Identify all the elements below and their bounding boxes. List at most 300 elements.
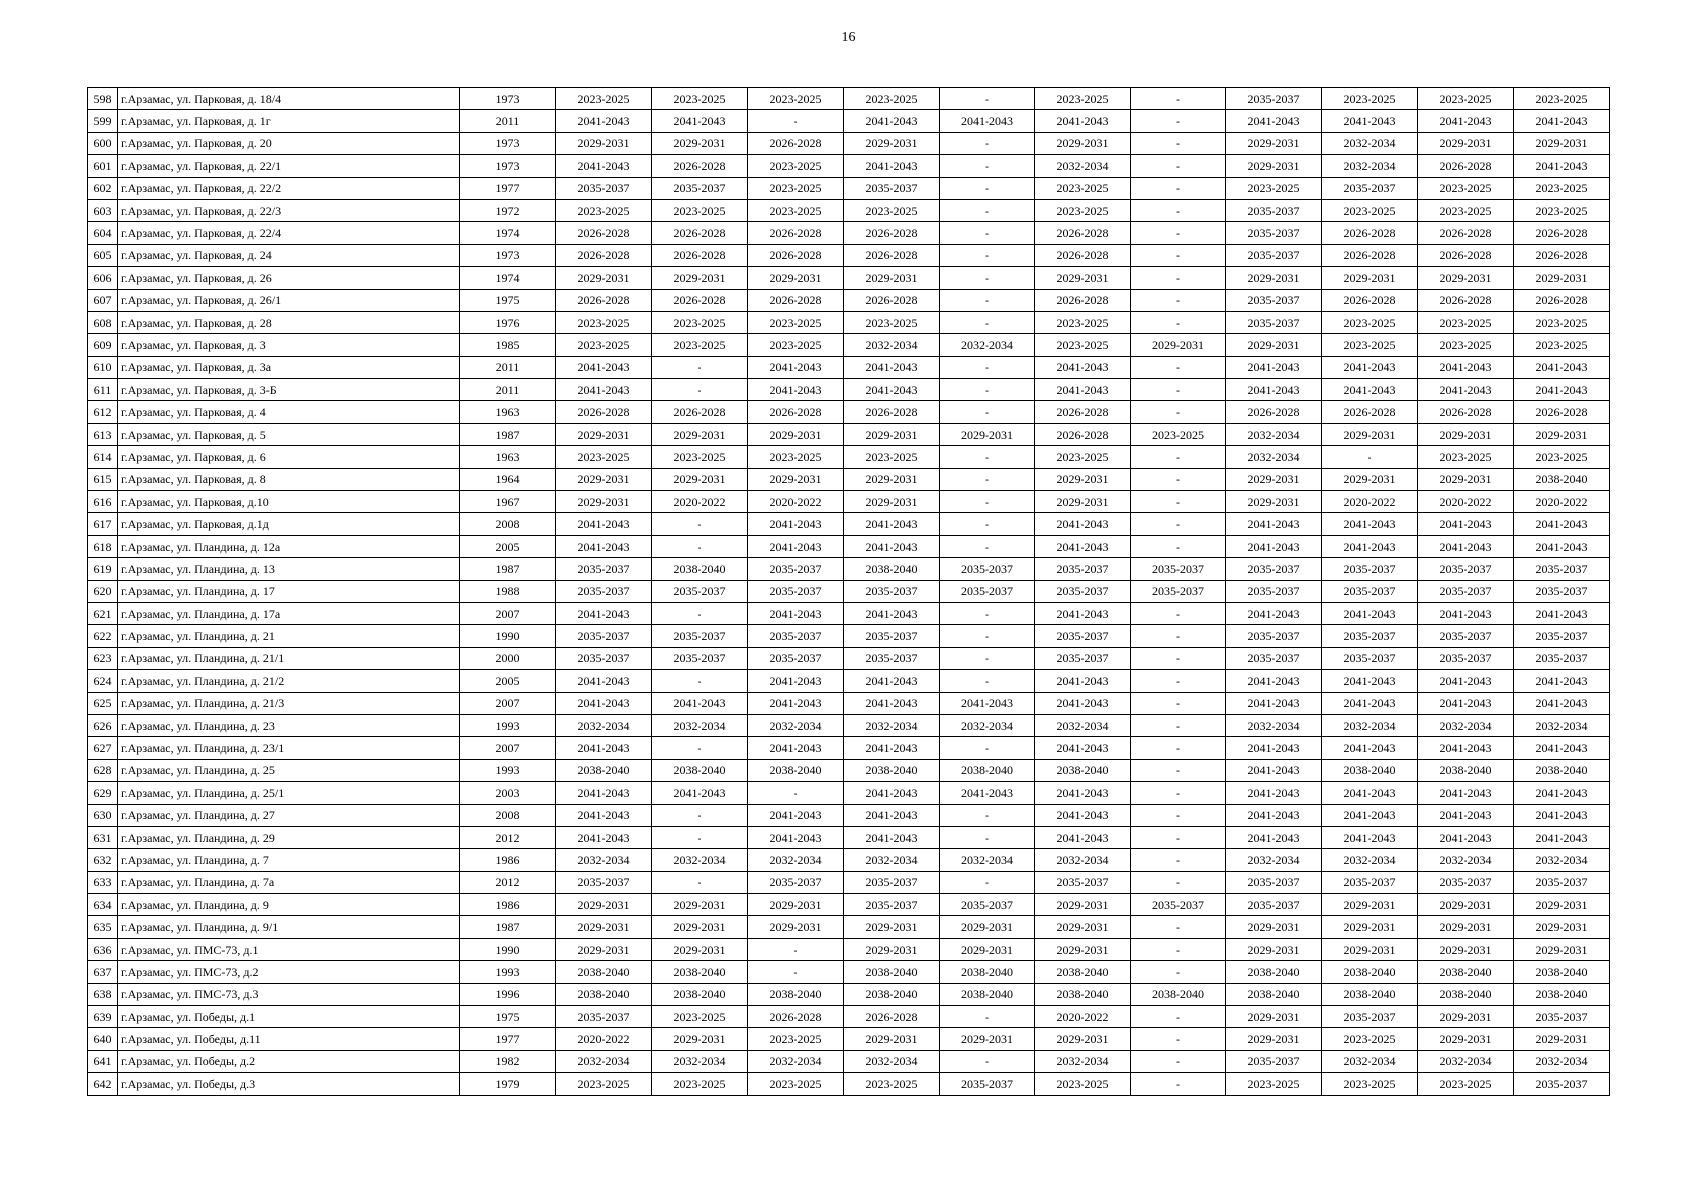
cell-year-built: 2005	[460, 535, 556, 557]
cell-col-9: 2035-2037	[1035, 871, 1131, 893]
table-row	[88, 983, 1610, 1005]
cell-col-8: 2041-2043	[940, 782, 1035, 804]
cell-col-13: 2035-2037	[1418, 625, 1514, 647]
cell-address: г.Арзамас, ул. Парковая, д. 22/3	[118, 199, 460, 221]
cell-row-number: 624	[88, 670, 118, 692]
table-row	[88, 132, 1610, 154]
cell-col-8: -	[940, 1050, 1035, 1072]
cell-address: г.Арзамас, ул. Парковая, д. 8	[118, 468, 460, 490]
cell-col-4: 2035-2037	[556, 625, 652, 647]
cell-col-14: 2041-2043	[1514, 379, 1610, 401]
cell-row-number: 614	[88, 446, 118, 468]
cell-year-built: 2012	[460, 871, 556, 893]
cell-col-9: 2041-2043	[1035, 602, 1131, 624]
cell-col-13: 2029-2031	[1418, 894, 1514, 916]
cell-col-4: 2038-2040	[556, 961, 652, 983]
cell-col-13: 2029-2031	[1418, 267, 1514, 289]
cell-row-number: 607	[88, 289, 118, 311]
cell-col-14: 2041-2043	[1514, 804, 1610, 826]
cell-col-7: 2041-2043	[844, 602, 940, 624]
cell-col-14: 2029-2031	[1514, 423, 1610, 445]
cell-col-12: 2041-2043	[1322, 110, 1418, 132]
cell-col-6: -	[748, 110, 844, 132]
cell-col-7: 2038-2040	[844, 558, 940, 580]
cell-col-14: 2041-2043	[1514, 782, 1610, 804]
cell-col-9: 2041-2043	[1035, 692, 1131, 714]
cell-col-11: 2041-2043	[1226, 379, 1322, 401]
cell-col-11: 2035-2037	[1226, 244, 1322, 266]
table-row	[88, 401, 1610, 423]
cell-col-11: 2035-2037	[1226, 311, 1322, 333]
cell-row-number: 604	[88, 222, 118, 244]
cell-col-14: 2029-2031	[1514, 894, 1610, 916]
cell-col-12: 2032-2034	[1322, 714, 1418, 736]
cell-col-11: 2041-2043	[1226, 692, 1322, 714]
cell-col-13: 2041-2043	[1418, 535, 1514, 557]
cell-col-6: 2041-2043	[748, 602, 844, 624]
cell-col-5: 2035-2037	[652, 625, 748, 647]
cell-col-12: 2035-2037	[1322, 177, 1418, 199]
cell-col-10: -	[1131, 356, 1226, 378]
cell-col-9: 2026-2028	[1035, 244, 1131, 266]
cell-col-8: -	[940, 401, 1035, 423]
cell-col-13: 2038-2040	[1418, 961, 1514, 983]
cell-col-12: 2026-2028	[1322, 401, 1418, 423]
cell-col-7: 2035-2037	[844, 177, 940, 199]
cell-col-11: 2032-2034	[1226, 849, 1322, 871]
cell-col-12: 2026-2028	[1322, 289, 1418, 311]
cell-col-11: 2029-2031	[1226, 267, 1322, 289]
cell-col-11: 2041-2043	[1226, 513, 1322, 535]
cell-col-7: 2041-2043	[844, 692, 940, 714]
cell-col-11: 2035-2037	[1226, 1050, 1322, 1072]
cell-col-7: 2029-2031	[844, 491, 940, 513]
cell-col-6: 2035-2037	[748, 871, 844, 893]
table-row	[88, 916, 1610, 938]
cell-address: г.Арзамас, ул. Пландина, д. 9	[118, 894, 460, 916]
cell-col-10: -	[1131, 289, 1226, 311]
cell-col-10: -	[1131, 602, 1226, 624]
cell-col-10: -	[1131, 625, 1226, 647]
table-row	[88, 558, 1610, 580]
cell-col-4: 2029-2031	[556, 132, 652, 154]
schedule-table	[87, 87, 1610, 1096]
cell-col-13: 2035-2037	[1418, 558, 1514, 580]
cell-col-10: -	[1131, 491, 1226, 513]
cell-col-4: 2029-2031	[556, 267, 652, 289]
cell-col-8: -	[940, 826, 1035, 848]
cell-col-5: 2026-2028	[652, 244, 748, 266]
cell-address: г.Арзамас, ул. Парковая, д. 26	[118, 267, 460, 289]
cell-col-10: -	[1131, 692, 1226, 714]
cell-col-10: -	[1131, 401, 1226, 423]
cell-col-13: 2041-2043	[1418, 602, 1514, 624]
cell-col-11: 2032-2034	[1226, 423, 1322, 445]
cell-col-12: 2041-2043	[1322, 804, 1418, 826]
cell-col-4: 2041-2043	[556, 356, 652, 378]
table-row	[88, 737, 1610, 759]
cell-col-13: 2026-2028	[1418, 244, 1514, 266]
cell-col-11: 2029-2031	[1226, 916, 1322, 938]
cell-col-8: -	[940, 132, 1035, 154]
cell-col-5: 2029-2031	[652, 423, 748, 445]
cell-col-6: -	[748, 938, 844, 960]
cell-col-11: 2041-2043	[1226, 782, 1322, 804]
cell-col-11: 2035-2037	[1226, 289, 1322, 311]
cell-col-6: 2023-2025	[748, 311, 844, 333]
cell-col-10: -	[1131, 804, 1226, 826]
cell-col-8: 2038-2040	[940, 961, 1035, 983]
cell-col-7: 2026-2028	[844, 244, 940, 266]
cell-col-14: 2032-2034	[1514, 714, 1610, 736]
table-row	[88, 849, 1610, 871]
cell-col-5: 2029-2031	[652, 468, 748, 490]
cell-col-13: 2032-2034	[1418, 1050, 1514, 1072]
cell-col-10: -	[1131, 468, 1226, 490]
cell-year-built: 1974	[460, 267, 556, 289]
cell-col-8: -	[940, 804, 1035, 826]
cell-col-13: 2041-2043	[1418, 110, 1514, 132]
cell-col-12: 2041-2043	[1322, 535, 1418, 557]
cell-address: г.Арзамас, ул. Парковая, д. 24	[118, 244, 460, 266]
cell-col-7: 2023-2025	[844, 1073, 940, 1095]
cell-col-9: 2041-2043	[1035, 826, 1131, 848]
cell-col-12: 2032-2034	[1322, 1050, 1418, 1072]
cell-col-10: -	[1131, 267, 1226, 289]
cell-col-4: 2035-2037	[556, 647, 652, 669]
cell-col-14: 2026-2028	[1514, 289, 1610, 311]
cell-col-14: 2029-2031	[1514, 132, 1610, 154]
cell-col-13: 2032-2034	[1418, 849, 1514, 871]
cell-col-8: 2032-2034	[940, 334, 1035, 356]
cell-col-14: 2041-2043	[1514, 826, 1610, 848]
cell-col-10: -	[1131, 88, 1226, 110]
cell-col-10: -	[1131, 1006, 1226, 1028]
cell-col-6: 2032-2034	[748, 849, 844, 871]
cell-row-number: 618	[88, 535, 118, 557]
cell-col-7: 2041-2043	[844, 356, 940, 378]
cell-col-10: -	[1131, 132, 1226, 154]
cell-col-9: 2023-2025	[1035, 334, 1131, 356]
cell-col-5: 2038-2040	[652, 983, 748, 1005]
cell-col-9: 2041-2043	[1035, 513, 1131, 535]
cell-row-number: 634	[88, 894, 118, 916]
cell-col-13: 2023-2025	[1418, 334, 1514, 356]
cell-col-6: 2041-2043	[748, 804, 844, 826]
cell-col-9: 2029-2031	[1035, 468, 1131, 490]
cell-col-5: 2041-2043	[652, 692, 748, 714]
cell-address: г.Арзамас, ул. Пландина, д. 29	[118, 826, 460, 848]
cell-address: г.Арзамас, ул. Парковая, д.10	[118, 491, 460, 513]
cell-col-10: -	[1131, 961, 1226, 983]
table-row	[88, 491, 1610, 513]
cell-col-8: -	[940, 625, 1035, 647]
cell-col-9: 2038-2040	[1035, 961, 1131, 983]
cell-col-8: -	[940, 670, 1035, 692]
cell-col-13: 2041-2043	[1418, 670, 1514, 692]
cell-col-7: 2026-2028	[844, 1006, 940, 1028]
cell-col-4: 2035-2037	[556, 177, 652, 199]
table-row	[88, 334, 1610, 356]
cell-col-12: 2035-2037	[1322, 1006, 1418, 1028]
cell-col-13: 2029-2031	[1418, 1028, 1514, 1050]
cell-col-9: 2029-2031	[1035, 132, 1131, 154]
table-row	[88, 535, 1610, 557]
table-row	[88, 199, 1610, 221]
cell-col-5: 2032-2034	[652, 849, 748, 871]
cell-col-9: 2032-2034	[1035, 155, 1131, 177]
cell-col-10: 2023-2025	[1131, 423, 1226, 445]
cell-col-9: 2023-2025	[1035, 1073, 1131, 1095]
cell-col-8: -	[940, 513, 1035, 535]
cell-col-13: 2035-2037	[1418, 871, 1514, 893]
cell-row-number: 612	[88, 401, 118, 423]
cell-col-4: 2041-2043	[556, 670, 652, 692]
cell-col-14: 2026-2028	[1514, 222, 1610, 244]
cell-address: г.Арзамас, ул. Победы, д.2	[118, 1050, 460, 1072]
cell-col-11: 2035-2037	[1226, 580, 1322, 602]
cell-year-built: 2008	[460, 804, 556, 826]
cell-col-7: 2035-2037	[844, 871, 940, 893]
cell-col-8: -	[940, 222, 1035, 244]
cell-col-12: 2029-2031	[1322, 938, 1418, 960]
cell-year-built: 1977	[460, 1028, 556, 1050]
cell-col-11: 2035-2037	[1226, 894, 1322, 916]
cell-col-7: 2023-2025	[844, 311, 940, 333]
cell-row-number: 602	[88, 177, 118, 199]
cell-col-9: 2029-2031	[1035, 916, 1131, 938]
cell-year-built: 2007	[460, 737, 556, 759]
cell-address: г.Арзамас, ул. Пландина, д. 25/1	[118, 782, 460, 804]
cell-year-built: 1972	[460, 199, 556, 221]
cell-col-13: 2026-2028	[1418, 401, 1514, 423]
cell-col-10: -	[1131, 222, 1226, 244]
cell-row-number: 628	[88, 759, 118, 781]
cell-col-8: -	[940, 88, 1035, 110]
cell-col-9: 2029-2031	[1035, 491, 1131, 513]
cell-address: г.Арзамас, ул. Парковая, д. 6	[118, 446, 460, 468]
cell-col-8: -	[940, 647, 1035, 669]
cell-col-7: 2035-2037	[844, 625, 940, 647]
cell-col-10: -	[1131, 782, 1226, 804]
cell-address: г.Арзамас, ул. Парковая, д. 4	[118, 401, 460, 423]
cell-col-6: 2023-2025	[748, 1028, 844, 1050]
cell-col-10: 2035-2037	[1131, 558, 1226, 580]
cell-col-8: 2029-2031	[940, 1028, 1035, 1050]
cell-year-built: 1963	[460, 401, 556, 423]
cell-col-12: 2038-2040	[1322, 983, 1418, 1005]
cell-col-8: -	[940, 356, 1035, 378]
cell-col-5: -	[652, 826, 748, 848]
cell-col-13: 2041-2043	[1418, 737, 1514, 759]
cell-address: г.Арзамас, ул. Победы, д.1	[118, 1006, 460, 1028]
cell-col-9: 2023-2025	[1035, 199, 1131, 221]
cell-row-number: 632	[88, 849, 118, 871]
cell-address: г.Арзамас, ул. Пландина, д. 21/1	[118, 647, 460, 669]
cell-col-14: 2032-2034	[1514, 1050, 1610, 1072]
cell-col-14: 2041-2043	[1514, 670, 1610, 692]
table-row	[88, 244, 1610, 266]
cell-row-number: 641	[88, 1050, 118, 1072]
table-row	[88, 446, 1610, 468]
cell-col-7: 2038-2040	[844, 759, 940, 781]
cell-col-11: 2041-2043	[1226, 535, 1322, 557]
cell-col-9: 2041-2043	[1035, 535, 1131, 557]
cell-col-10: -	[1131, 826, 1226, 848]
cell-col-14: 2026-2028	[1514, 244, 1610, 266]
cell-col-13: 2041-2043	[1418, 782, 1514, 804]
cell-col-14: 2035-2037	[1514, 580, 1610, 602]
cell-col-8: -	[940, 379, 1035, 401]
cell-row-number: 605	[88, 244, 118, 266]
cell-col-10: -	[1131, 535, 1226, 557]
cell-year-built: 1982	[460, 1050, 556, 1072]
cell-col-13: 2026-2028	[1418, 222, 1514, 244]
cell-row-number: 617	[88, 513, 118, 535]
cell-col-12: 2026-2028	[1322, 244, 1418, 266]
cell-col-5: -	[652, 670, 748, 692]
cell-address: г.Арзамас, ул. Пландина, д. 23	[118, 714, 460, 736]
cell-col-9: 2029-2031	[1035, 267, 1131, 289]
cell-col-9: 2026-2028	[1035, 423, 1131, 445]
cell-col-10: -	[1131, 513, 1226, 535]
cell-col-8: -	[940, 468, 1035, 490]
cell-col-12: 2029-2031	[1322, 916, 1418, 938]
cell-col-6: 2041-2043	[748, 670, 844, 692]
cell-col-11: 2035-2037	[1226, 647, 1322, 669]
cell-col-11: 2035-2037	[1226, 558, 1322, 580]
cell-year-built: 1990	[460, 938, 556, 960]
table-row	[88, 759, 1610, 781]
cell-year-built: 2012	[460, 826, 556, 848]
cell-col-10: -	[1131, 916, 1226, 938]
cell-col-10: -	[1131, 379, 1226, 401]
cell-col-6: 2035-2037	[748, 558, 844, 580]
cell-col-10: -	[1131, 1050, 1226, 1072]
cell-col-14: 2035-2037	[1514, 647, 1610, 669]
cell-col-4: 2023-2025	[556, 199, 652, 221]
cell-col-12: 2023-2025	[1322, 334, 1418, 356]
table-row	[88, 1073, 1610, 1095]
cell-col-9: 2026-2028	[1035, 401, 1131, 423]
cell-row-number: 631	[88, 826, 118, 848]
table-row	[88, 692, 1610, 714]
cell-col-8: 2032-2034	[940, 849, 1035, 871]
cell-year-built: 1963	[460, 446, 556, 468]
cell-col-7: 2029-2031	[844, 468, 940, 490]
cell-col-6: 2041-2043	[748, 737, 844, 759]
cell-col-14: 2041-2043	[1514, 356, 1610, 378]
cell-year-built: 1975	[460, 289, 556, 311]
cell-col-6: 2026-2028	[748, 1006, 844, 1028]
cell-year-built: 1993	[460, 714, 556, 736]
cell-col-8: 2035-2037	[940, 558, 1035, 580]
cell-col-4: 2041-2043	[556, 826, 652, 848]
cell-col-8: -	[940, 1006, 1035, 1028]
cell-year-built: 2000	[460, 647, 556, 669]
cell-col-6: 2023-2025	[748, 88, 844, 110]
cell-col-13: 2029-2031	[1418, 938, 1514, 960]
cell-col-11: 2032-2034	[1226, 446, 1322, 468]
cell-col-4: 2035-2037	[556, 580, 652, 602]
cell-year-built: 1973	[460, 155, 556, 177]
cell-col-4: 2020-2022	[556, 1028, 652, 1050]
cell-col-9: 2029-2031	[1035, 894, 1131, 916]
cell-col-4: 2029-2031	[556, 468, 652, 490]
cell-row-number: 619	[88, 558, 118, 580]
cell-col-14: 2029-2031	[1514, 267, 1610, 289]
cell-col-10: -	[1131, 871, 1226, 893]
cell-col-4: 2038-2040	[556, 983, 652, 1005]
cell-col-14: 2041-2043	[1514, 110, 1610, 132]
cell-col-12: 2020-2022	[1322, 491, 1418, 513]
cell-col-9: 2029-2031	[1035, 938, 1131, 960]
cell-col-14: 2023-2025	[1514, 199, 1610, 221]
cell-col-14: 2032-2034	[1514, 849, 1610, 871]
cell-col-4: 2035-2037	[556, 871, 652, 893]
cell-year-built: 2007	[460, 602, 556, 624]
cell-col-11: 2038-2040	[1226, 983, 1322, 1005]
table-row	[88, 826, 1610, 848]
cell-address: г.Арзамас, ул. Пландина, д. 23/1	[118, 737, 460, 759]
cell-col-9: 2041-2043	[1035, 110, 1131, 132]
cell-col-6: 2041-2043	[748, 356, 844, 378]
cell-col-7: 2023-2025	[844, 446, 940, 468]
cell-address: г.Арзамас, ул. Парковая, д. 3а	[118, 356, 460, 378]
cell-row-number: 633	[88, 871, 118, 893]
cell-col-9: 2041-2043	[1035, 356, 1131, 378]
cell-col-5: 2032-2034	[652, 1050, 748, 1072]
cell-row-number: 626	[88, 714, 118, 736]
cell-col-12: 2041-2043	[1322, 692, 1418, 714]
cell-col-9: 2038-2040	[1035, 983, 1131, 1005]
cell-address: г.Арзамас, ул. Победы, д.3	[118, 1073, 460, 1095]
cell-row-number: 625	[88, 692, 118, 714]
cell-col-6: -	[748, 782, 844, 804]
cell-col-6: 2035-2037	[748, 580, 844, 602]
cell-col-10: -	[1131, 938, 1226, 960]
cell-address: г.Арзамас, ул. Пландина, д. 21/3	[118, 692, 460, 714]
cell-col-9: 2023-2025	[1035, 88, 1131, 110]
cell-col-5: -	[652, 804, 748, 826]
table-row	[88, 961, 1610, 983]
cell-col-4: 2026-2028	[556, 289, 652, 311]
cell-address: г.Арзамас, ул. Парковая, д. 22/1	[118, 155, 460, 177]
cell-col-5: 2023-2025	[652, 1073, 748, 1095]
cell-col-7: 2041-2043	[844, 782, 940, 804]
cell-col-14: 2038-2040	[1514, 759, 1610, 781]
cell-col-14: 2041-2043	[1514, 737, 1610, 759]
cell-col-4: 2032-2034	[556, 714, 652, 736]
cell-address: г.Арзамас, ул. Пландина, д. 27	[118, 804, 460, 826]
cell-col-5: 2029-2031	[652, 938, 748, 960]
cell-col-12: 2041-2043	[1322, 602, 1418, 624]
cell-row-number: 599	[88, 110, 118, 132]
cell-col-6: 2023-2025	[748, 1073, 844, 1095]
cell-col-9: 2041-2043	[1035, 670, 1131, 692]
cell-col-9: 2041-2043	[1035, 782, 1131, 804]
cell-col-13: 2029-2031	[1418, 916, 1514, 938]
table-row	[88, 356, 1610, 378]
table-row	[88, 110, 1610, 132]
cell-col-10: -	[1131, 1028, 1226, 1050]
cell-col-4: 2029-2031	[556, 938, 652, 960]
cell-col-12: 2041-2043	[1322, 513, 1418, 535]
cell-col-11: 2035-2037	[1226, 871, 1322, 893]
table-row	[88, 1028, 1610, 1050]
cell-col-5: 2023-2025	[652, 88, 748, 110]
cell-col-4: 2041-2043	[556, 782, 652, 804]
